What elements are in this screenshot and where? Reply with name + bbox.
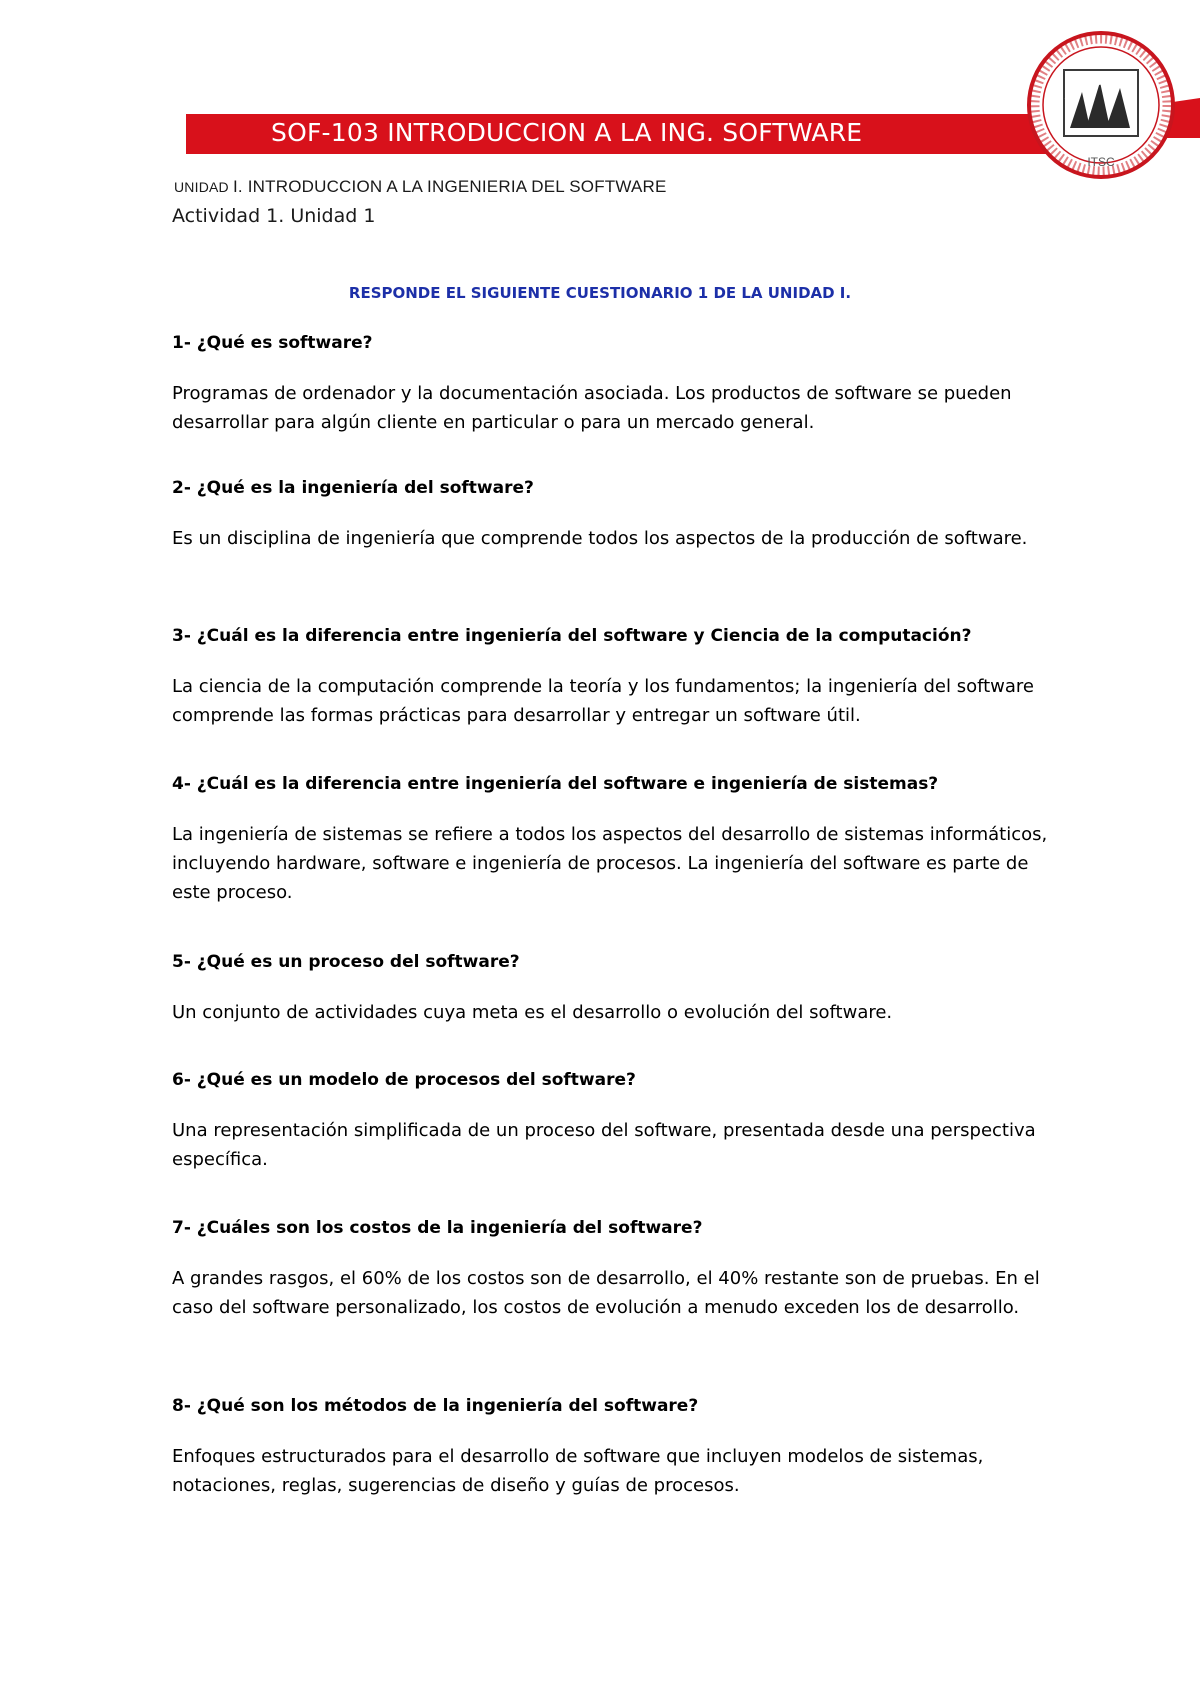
qa-block bbox=[172, 1214, 1052, 1322]
answer: Es un disciplina de ingeniería que comprende todos los aspectos de la producción de software. bbox=[172, 528, 1028, 549]
question: 4- ¿Cuál es la diferencia entre ingeniería del software e ingeniería de sistemas? bbox=[172, 774, 939, 794]
instructions-heading: RESPONDE EL SIGUIENTE CUESTIONARIO 1 DE LA UNIDAD I. bbox=[348, 284, 852, 302]
question: 1- ¿Qué es software? bbox=[172, 333, 373, 353]
answer: A grandes rasgos, el 60% de los costos son de desarrollo, el 40% restante son de pruebas. En el caso del software personalizado, los costos de evolución a menudo exceden los de desarrollo. bbox=[172, 1268, 1040, 1318]
unit-subtitle bbox=[174, 177, 667, 197]
question: 2- ¿Qué es la ingeniería del software? bbox=[172, 478, 534, 498]
question: 3- ¿Cuál es la diferencia entre ingeniería del software y Ciencia de la computación? bbox=[172, 626, 972, 646]
question: 6- ¿Qué es un modelo de procesos del software? bbox=[172, 1070, 636, 1090]
qa-block bbox=[172, 622, 1052, 730]
answer: Enfoques estructurados para el desarrollo de software que incluyen modelos de sistemas, notaciones, reglas, sugerencias de diseño y guías de procesos. bbox=[172, 1446, 984, 1496]
unit-prefix: UNIDAD bbox=[174, 179, 233, 195]
course-header-bar bbox=[186, 114, 1132, 154]
answer: Programas de ordenador y la documentación asociada. Los productos de software se pueden desarrollar para algún cliente en particular o para un mercado general. bbox=[172, 383, 1012, 433]
logo-caption: ITSC bbox=[1087, 155, 1115, 169]
answer: Una representación simplificada de un proceso del software, presentada desde una perspectiva específica. bbox=[172, 1120, 1036, 1170]
answer: La ingeniería de sistemas se refiere a todos los aspectos del desarrollo de sistemas informáticos, incluyendo hardware, software e ingeniería de procesos. La ingeniería del software es parte de este proceso. bbox=[172, 824, 1048, 903]
qa-block bbox=[172, 770, 1052, 907]
qa-block bbox=[172, 1392, 1052, 1500]
answer: La ciencia de la computación comprende la teoría y los fundamentos; la ingeniería del software comprende las formas prácticas para desarrollar y entregar un software útil. bbox=[172, 676, 1034, 726]
question: 5- ¿Qué es un proceso del software? bbox=[172, 952, 520, 972]
answer: Un conjunto de actividades cuya meta es el desarrollo o evolución del software. bbox=[172, 1002, 893, 1023]
qa-block bbox=[172, 474, 1052, 553]
course-title: SOF-103 INTRODUCCION A LA ING. SOFTWARE bbox=[271, 118, 863, 147]
unit-title: I. INTRODUCCION A LA INGENIERIA DEL SOFTWARE bbox=[232, 177, 667, 196]
qa-block bbox=[172, 948, 1052, 1027]
question: 7- ¿Cuáles son los costos de la ingeniería del software? bbox=[172, 1218, 703, 1238]
qa-block bbox=[172, 329, 1052, 437]
question: 8- ¿Qué son los métodos de la ingeniería del software? bbox=[172, 1396, 699, 1416]
activity-label: Actividad 1. Unidad 1 bbox=[172, 205, 376, 227]
institution-logo-icon bbox=[1026, 30, 1176, 180]
qa-block bbox=[172, 1066, 1052, 1174]
